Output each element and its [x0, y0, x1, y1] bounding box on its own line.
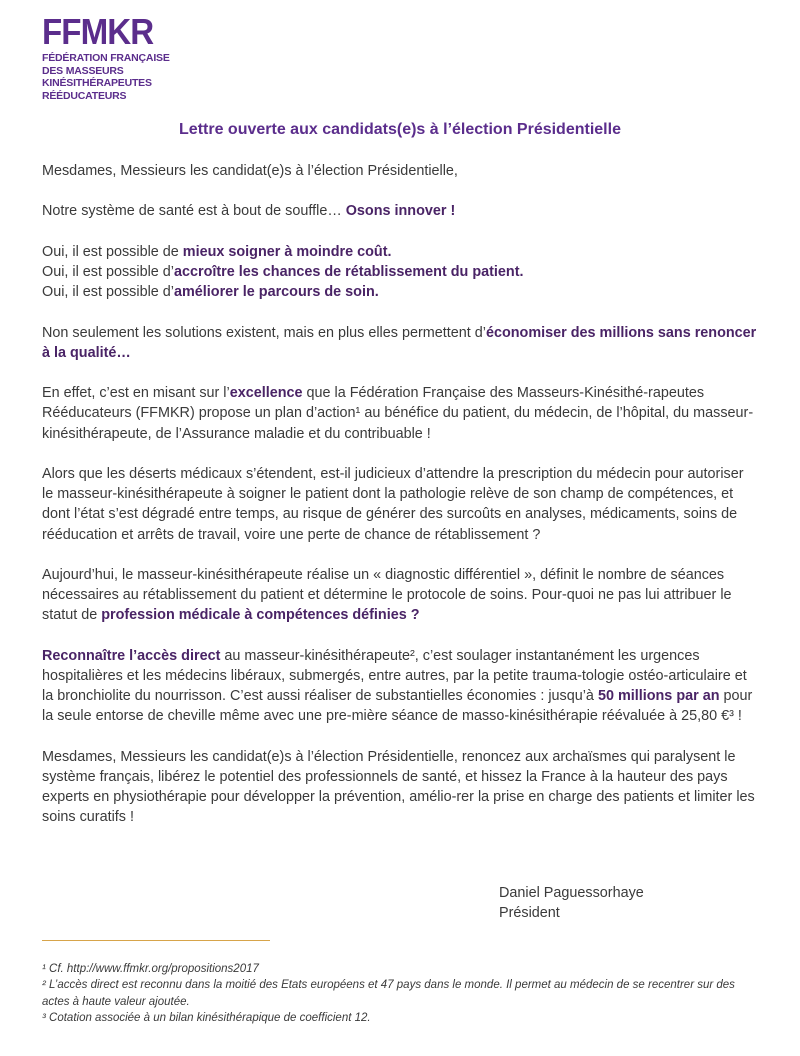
paragraph-diagnostic	[42, 565, 758, 626]
footnote-1: ¹ Cf. http://www.ffmkr.org/propositions2017	[42, 963, 259, 975]
paragraph-deserts: Alors que les déserts médicaux s’étendent, est-il judicieux d’attendre la prescription du médecin pour autoriser le masseur-kinésithérapeute à soigner le patient dont la pathologie relève de son champ de compétences, et dont l’état s’est dégradé entre temps, au risque de générer des surcoûts en analyses, médicaments, soins de rééducation et arrêts de travail, voire une perte de chance de rétablissement ?	[42, 465, 744, 543]
text: que la Fédération Française des Masseurs-Kinésithé-rapeutes Rééducateurs (FFMKR) propose un plan d’action¹ au bénéfice du patient, du médecin, de l’hôpital, du masseur-kinésithérapeute, de l’Assurance maladie et du contribuable !	[42, 385, 754, 442]
text: Aujourd’hui, le masseur-kinésithérapeute réalise un « diagnostic différentiel », définit le nombre de séances nécessaires au rétablissement du patient et détermine le protocole de soins. Pour-quoi ne pas lui attribuer le statut de	[42, 566, 732, 624]
text: pour la seule entorse de cheville même avec une pre-mière séance de masso-kinésithérapie réévaluée à 25,80 €³ !	[42, 688, 753, 725]
footnote-3: ³ Cotation associée à un bilan kinésithérapique de coefficient 12.	[42, 1011, 371, 1024]
text: Oui, il est possible d’	[42, 284, 174, 301]
logo-line: FÉDÉRATION FRANÇAISE	[42, 52, 170, 64]
text: Oui, il est possible d’	[42, 263, 174, 280]
oui-line-2	[42, 262, 758, 282]
logo-mark: FFMKR	[42, 11, 154, 52]
highlight: améliorer le parcours de soin.	[173, 284, 379, 301]
logo-subtitle	[42, 52, 170, 102]
highlight: mieux soigner à moindre coût.	[182, 243, 392, 260]
footnote-2: ² L’accès direct est reconnu dans la moitié des Etats européens et 47 pays dans le monde. Il permet au médecin de se recentrer sur des actes à haute valeur ajoutée.	[42, 979, 735, 1008]
footnote-divider	[42, 940, 270, 941]
signatory-role: Président	[499, 905, 560, 922]
highlight: économiser des millions sans renoncer à la qualité…	[42, 324, 757, 361]
text: au masseur-kinésithérapeute², c’est soulager instantanément les urgences hospitalières et les médecins libéraux, submergés, entre autres, par la petite trauma-tologie ostéo-articulaire et la bronchiolite du nourrisson. C’est aussi réaliser de substantielles économies : jusqu’à	[42, 647, 747, 705]
letter-body	[42, 161, 758, 848]
paragraph-conclusion: Mesdames, Messieurs les candidat(e)s à l’élection Présidentielle, renoncez aux archaïsmes qui paralysent le système français, libérez le potentiel des professionnels de santé, et hissez la France à la hauteur des pays experts en physiothérapie pour développer la prévention, amélio-rer la prise en charge des patients et limiter les soins curatifs !	[42, 748, 755, 826]
letter-title: Lettre ouverte aux candidats(e)s à l’élection Présidentielle	[179, 121, 621, 138]
footnotes	[42, 961, 758, 1026]
greeting: Mesdames, Messieurs les candidat(e)s à l’élection Présidentielle,	[42, 163, 458, 179]
highlight: profession médicale à compétences définies ?	[101, 607, 420, 624]
logo-line: RÉÉDUCATEURS	[42, 89, 127, 102]
text: En effet, c’est en misant sur l’	[42, 385, 230, 402]
text: Non seulement les solutions existent, mais en plus elles permettent d’	[42, 324, 486, 341]
paragraph-acces-direct	[42, 646, 758, 727]
highlight: Osons innover !	[345, 203, 456, 220]
paragraph-excellence	[42, 383, 758, 444]
paragraph-intro	[42, 201, 758, 221]
highlight: Reconnaître l’accès direct	[42, 647, 221, 664]
text: Oui, il est possible de	[42, 243, 183, 260]
logo-line: KINÉSITHÉRAPEUTES	[42, 77, 152, 89]
signature-block	[499, 883, 644, 923]
oui-line-1	[42, 242, 758, 262]
oui-line-3	[42, 282, 758, 302]
highlight: accroître les chances de rétablissement du patient.	[173, 263, 524, 280]
ffmkr-logo	[42, 11, 170, 102]
signatory-name: Daniel Paguessorhaye	[499, 885, 644, 901]
logo-line: DES MASSEURS	[42, 64, 124, 77]
highlight: 50 millions par an	[597, 688, 720, 705]
paragraph-solutions	[42, 323, 758, 363]
text: Notre système de santé est à bout de souffle…	[42, 203, 346, 220]
highlight: excellence	[229, 385, 303, 402]
